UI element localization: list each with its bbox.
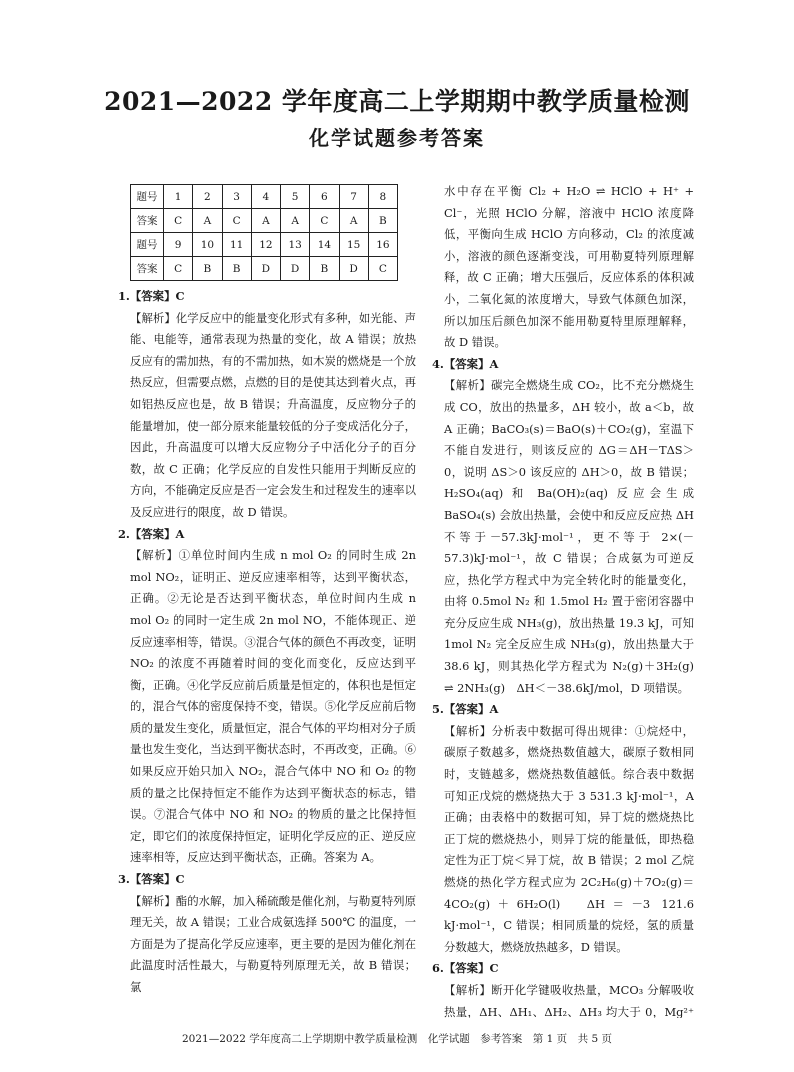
table-cell: C	[310, 209, 339, 233]
table-cell: D	[251, 257, 280, 281]
table-cell: 1	[164, 185, 193, 209]
page-subtitle: 化学试题参考答案	[309, 126, 485, 150]
table-cell: 12	[251, 233, 280, 257]
answer-label: 5.【答案】A	[432, 702, 499, 717]
answer-table	[130, 184, 398, 281]
table-cell: 15	[339, 233, 368, 257]
table-row	[131, 185, 398, 209]
right-column	[432, 181, 694, 1018]
answer-label: 2.【答案】A	[118, 526, 185, 541]
table-cell: 16	[368, 233, 397, 257]
table-cell: 14	[310, 233, 339, 257]
table-cell: C	[368, 257, 397, 281]
answer-label: 1.【答案】C	[118, 289, 185, 303]
explanation-text: 【解析】分析表中数据可得出规律：①烷烃中，碳原子数越多，燃烧热数值越大，碳原子数相同时，支链越多，燃烧热数值越低。综合表中数据可知正戊烷的燃烧热大于 3 531.3 kJ·mol⁻¹，A 正确；由表格中的数据可知，异丁烷的燃烧热比正丁烷的燃烧热小，则异丁烷的能量低，即热稳定性为正丁烷＜异丁烷，故 B 错误；2 mol 乙烷燃烧的热化学方程式应为 2C₂H₆(g)＋7O₂(g)＝4CO₂(g)＋6H₂O(l) ΔH＝－3 121.6 kJ·mol⁻¹，C 错误；相同质量的烷烃，氢的质量分数越大，燃烧放热越多，D 错误。	[444, 723, 694, 954]
row-header-question: 题号	[131, 185, 164, 209]
table-cell: 11	[222, 233, 251, 257]
answer-label: 4.【答案】A	[432, 356, 499, 371]
table-row	[131, 233, 398, 257]
table-cell: C	[164, 209, 193, 233]
table-cell: 6	[310, 185, 339, 209]
table-cell: 2	[193, 185, 222, 209]
table-cell: 7	[339, 185, 368, 209]
answer-label: 3.【答案】C	[118, 872, 185, 887]
table-cell: C	[222, 209, 251, 233]
explanation-text: 【解析】酯的水解，加入稀硫酸是催化剂，与勒夏特列原理无关，故 A 错误；工业合成氨选择 500℃ 的温度，一方面是为了提高化学反应速率，更主要的是因为催化剂在此温度时活性最大，与勒夏特列原理无关，故 B 错误；氯	[130, 893, 416, 994]
table-cell: A	[251, 209, 280, 233]
table-cell: 8	[368, 185, 397, 209]
page-footer: 2021—2022 学年度高二上学期期中教学质量检测 化学试题 参考答案 第 1 页 共 5 页	[182, 1033, 612, 1045]
row-header-question: 题号	[131, 233, 164, 257]
table-row	[131, 209, 398, 233]
table-cell: 9	[164, 233, 193, 257]
table-cell: 3	[222, 185, 251, 209]
table-row	[131, 257, 398, 281]
table-cell: 10	[193, 233, 222, 257]
table-cell: B	[193, 257, 222, 281]
answer-label: 6.【答案】C	[432, 961, 499, 976]
explanation-text: 【解析】化学反应中的能量变化形式有多种，如光能、声能、电能等，通常表现为热量的变化，故 A 错误；放热反应有的需加热，有的不需加热，如木炭的燃烧是一个放热反应，但需要点燃，点燃的目的是使其达到着火点，再如铝热反应也是，故 B 错误；升高温度，反应物分子的能量增加，使一部分原来能量较低的分子变成活化分子，因此，升高温度可以增大反应物分子中活化分子的百分数，故 C 正确；化学反应的自发性只能用于判断反应的方向，不能确定反应是否一定会发生和过程发生的速率以及反应进行的限度，故 D 错误。	[130, 310, 416, 519]
table-cell: 4	[251, 185, 280, 209]
page-title: 2021—2022 学年度高二上学期期中教学质量检测	[104, 87, 690, 116]
explanation-text: 【解析】碳完全燃烧生成 CO₂，比不充分燃烧生成 CO，放出的热量多，ΔH 较小，故 a＜b，故 A 正确；BaCO₃(s)＝BaO(s)＋CO₂(g)，室温下不能自发进行，则该反应的 ΔG＝ΔH－TΔS＞0，说明 ΔS＞0 该反应的 ΔH＞0，故 B 错误；H₂SO₄(aq) 和 Ba(OH)₂(aq) 反应会生成 BaSO₄(s) 会放出热量，会使中和反应反应热 ΔH 不等于－57.3kJ·mol⁻¹，更不等于 2×(－57.3)kJ·mol⁻¹，故 C 错误；合成氨为可逆反应，热化学方程式中为完全转化时的能量变化，由将 0.5mol N₂ 和 1.5mol H₂ 置于密闭容器中充分反应生成 NH₃(g)，放出热量 19.3 kJ，可知 1mol N₂ 完全反应生成 NH₃(g)，放出热量大于 38.6 kJ，则其热化学方程式为 N₂(g)＋3H₂(g) ⇌ 2NH₃(g) ΔH＜－38.6kJ/mol，D 项错误。	[444, 378, 694, 695]
table-cell: D	[339, 257, 368, 281]
row-header-answer: 答案	[131, 257, 164, 281]
explanation-text: 【解析】①单位时间内生成 n mol O₂ 的同时生成 2n mol NO₂，证明正、逆反应速率相等，达到平衡状态，正确。②无论是否达到平衡状态，单位时间内生成 n mol O₂ 的同时一定生成 2n mol NO，不能体现正、逆反应速率相等，错误。③混合气体的颜色不再改变，证明 NO₂ 的浓度不再随着时间的变化而变化，反应达到平衡，正确。④化学反应前后质量是恒定的，体积也是恒定的，混合气体的密度保持不变，错误。⑤化学反应前后物质的量发生变化，质量恒定，混合气体的平均相对分子质量也发生变化，当达到平衡状态时，不再改变，正确。⑥如果反应开始只加入 NO₂，混合气体中 NO 和 O₂ 的物质的量之比保持恒定不能作为达到平衡状态的标志，错误。⑦混合气体中 NO 和 NO₂ 的物质的量之比保持恒定，即它们的浓度保持恒定，证明化学反应的正、逆反应速率相等，反应达到平衡状态，正确。答案为 A。	[130, 548, 416, 865]
table-cell: A	[339, 209, 368, 233]
table-cell: C	[164, 257, 193, 281]
table-cell: A	[193, 209, 222, 233]
table-cell: B	[222, 257, 251, 281]
table-cell: A	[281, 209, 310, 233]
left-column	[118, 286, 416, 1018]
explanation-text: 【解析】断开化学键吸收热量，MCO₃ 分解吸收热量，ΔH、ΔH₁、ΔH₂、ΔH₃ 均大于 0，Mg²⁺	[444, 982, 694, 1018]
table-cell: D	[281, 257, 310, 281]
table-cell: 5	[281, 185, 310, 209]
table-cell: B	[310, 257, 339, 281]
table-cell: B	[368, 209, 397, 233]
explanation-text: 水中存在平衡 Cl₂ + H₂O ⇌ HClO + H⁺ + Cl⁻，光照 HClO 分解，溶液中 HClO 浓度降低，平衡向生成 HClO 方向移动，Cl₂ 的浓度减小，溶液的颜色逐渐变浅，可用勒夏特列原理解释，故 C 正确；增大压强后，反应体系的体积减小，二氧化氮的浓度增大，导致气体颜色加深，所以加压后颜色加深不能用勒夏特里原理解释，故 D 错误。	[444, 184, 694, 350]
row-header-answer: 答案	[131, 209, 164, 233]
table-cell: 13	[281, 233, 310, 257]
